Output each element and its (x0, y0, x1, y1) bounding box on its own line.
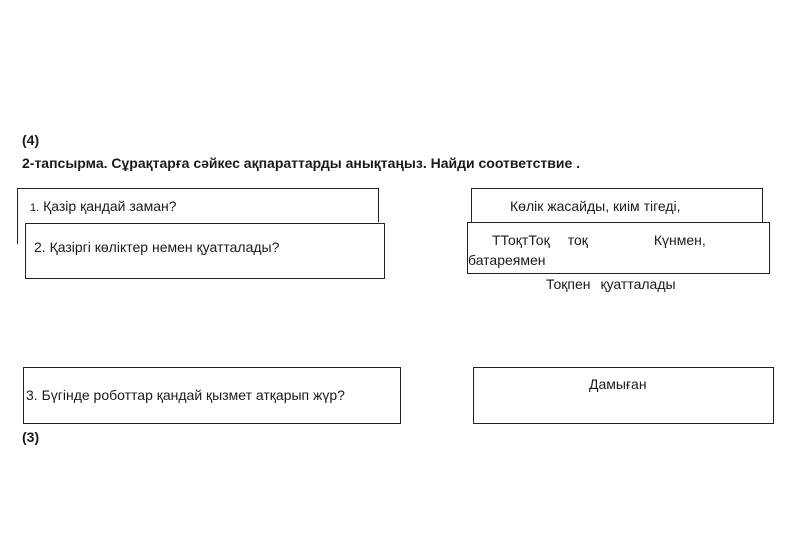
answer-1-box[interactable] (471, 188, 763, 222)
answer-2-word-b: тоқ (567, 232, 588, 248)
answer-3-text: Дамыған (589, 376, 647, 392)
answer-1-text: Көлік жасайды, киім тігеді, (510, 198, 681, 214)
answer-2-word-a: ТТоқтТоқ (492, 232, 550, 248)
answer-2-tail-word-b: қуатталады (600, 276, 676, 292)
score-bottom: (3) (22, 429, 40, 445)
question-3-text: 3. Бүгінде роботтар қандай қызмет атқарып жүр? (26, 387, 345, 403)
answer-2-tail-word-a: Тоқпен (546, 276, 591, 292)
task-instruction: 2-тапсырма. Сұрақтарға сәйкес ақпараттарды анықтаңыз. Найди соответствие . (22, 155, 581, 171)
question-1-box-edge (17, 220, 18, 244)
answer-3-box[interactable] (473, 367, 774, 424)
question-2-text: 2. Қазіргі көліктер немен қуатталады? (34, 239, 280, 255)
answer-2-word-c: Күнмен, (653, 232, 706, 248)
answer-2-line-2: батареямен (468, 252, 546, 268)
answer-2-overflow-text (546, 276, 676, 292)
question-2-box[interactable] (25, 223, 385, 279)
answer-2-line-1 (492, 232, 706, 248)
score-top: (4) (22, 132, 40, 148)
question-1-box[interactable] (17, 188, 379, 222)
question-1-text: Қазір қандай заман? (43, 198, 177, 214)
answer-2-box[interactable] (467, 222, 770, 274)
question-1 (30, 198, 177, 214)
question-1-number: 1. (30, 202, 40, 214)
question-3-box[interactable] (23, 367, 401, 424)
